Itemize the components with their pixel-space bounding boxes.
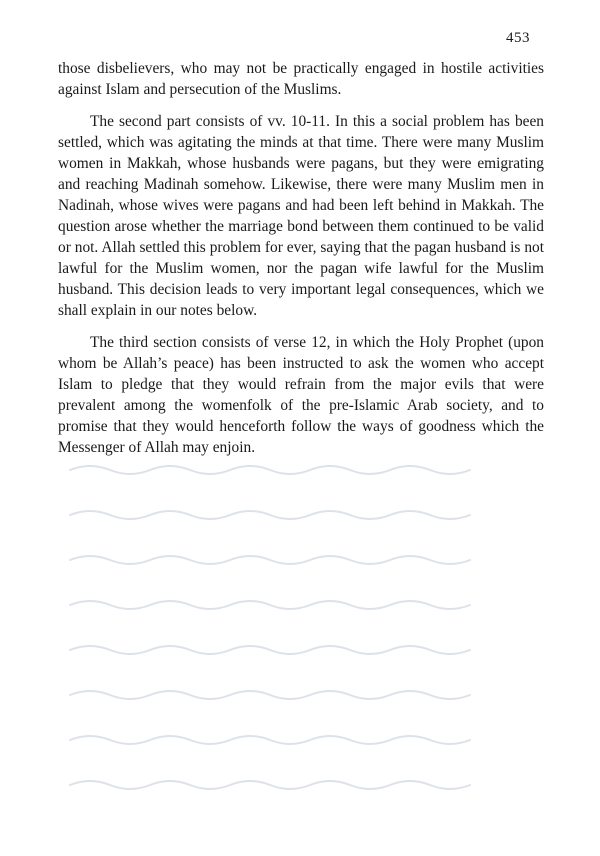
paragraph-continuation: those disbelievers, who may not be practically engaged in hostile activities against Islam and persecution of the Muslims. xyxy=(58,60,544,98)
body-text xyxy=(58,58,544,458)
paragraph-second-part: The second part consists of vv. 10-11. In this a social problem has been settled, which was agitating the minds at that time. There were many Muslim women in Makkah, whose husbands were pagans, but they were emigrating and reaching Madinah somehow. Likewise, there were many Muslim men in Nadinah, whose wives were pagans and had been left behind in Makkah. The question arose whether the marriage bond between them continued to be valid or not. Allah settled this problem for ever, saying that the pagan husband is not lawful for the Muslim women, nor the pagan wife lawful for the Muslim husband. This decision leads to very important legal consequences, which we shall explain in our notes below. xyxy=(58,113,544,319)
page-number: 453 xyxy=(506,30,530,46)
paragraph-third-section: The third section consists of verse 12, in which the Holy Prophet (upon whom be Allah’s peace) has been instructed to ask the women who accept Islam to pledge that they would refrain from the major evils that were prevalent among the womenfolk of the pre-Islamic Arab society, and to promise that they would henceforth follow the ways of goodness which the Messenger of Allah may enjoin. xyxy=(58,334,544,456)
